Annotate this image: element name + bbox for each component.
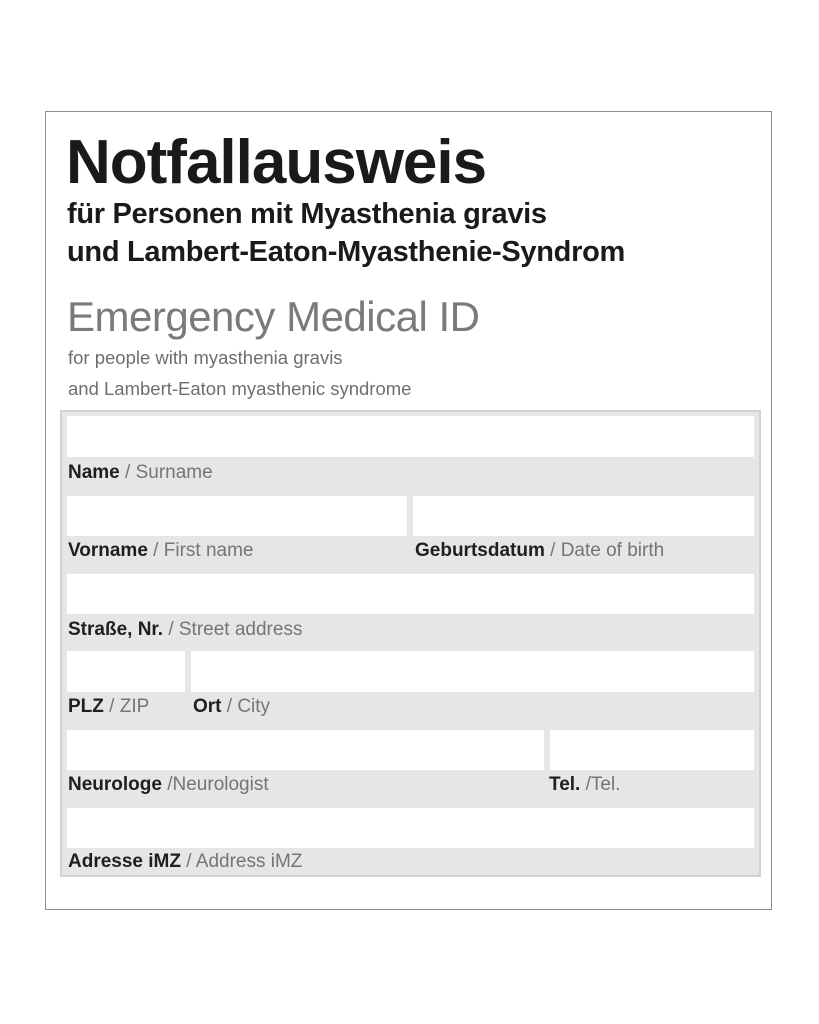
address-imz-label-en: / Address iMZ xyxy=(180,851,303,872)
date-of-birth-label xyxy=(415,540,664,562)
street-label-en: / Street address xyxy=(163,619,303,640)
subtitle-english-line1: for people with myasthenia gravis xyxy=(68,347,343,368)
phone-label-en: /Tel. xyxy=(580,774,621,795)
neurologist-field[interactable] xyxy=(67,730,544,770)
zip-field[interactable] xyxy=(67,651,185,692)
surname-label xyxy=(68,462,213,484)
first-name-field[interactable] xyxy=(67,496,407,536)
neurologist-label xyxy=(68,774,269,796)
surname-label-en: / Surname xyxy=(119,462,213,483)
title-english: Emergency Medical ID xyxy=(67,293,480,340)
personal-data-form xyxy=(60,410,761,877)
subtitle-german-line1: für Personen mit Myasthenia gravis xyxy=(67,198,547,230)
address-imz-label-de: Adresse iMZ xyxy=(68,851,181,872)
phone-label-de: Tel. xyxy=(549,774,581,795)
neurologist-label-en: /Neurologist xyxy=(161,774,269,795)
subtitle-english xyxy=(68,342,411,404)
surname-field[interactable] xyxy=(67,416,754,457)
street-label-de: Straße, Nr. xyxy=(68,619,164,640)
date-of-birth-label-de: Geburtsdatum xyxy=(415,540,545,561)
subtitle-english-line2: and Lambert-Eaton myasthenic syndrome xyxy=(68,378,412,399)
zip-label-en: / ZIP xyxy=(103,696,150,717)
title-german: Notfallausweis xyxy=(66,128,487,197)
date-of-birth-label-en: / Date of birth xyxy=(544,540,665,561)
zip-label xyxy=(68,696,149,718)
address-imz-label xyxy=(68,851,302,873)
city-label-en: / City xyxy=(221,696,271,717)
neurologist-label-de: Neurologe xyxy=(68,774,162,795)
city-label xyxy=(193,696,270,718)
first-name-label xyxy=(68,540,253,562)
street-field[interactable] xyxy=(67,574,754,614)
subtitle-german-line2: und Lambert-Eaton-Myasthenie-Syndrom xyxy=(67,236,625,268)
city-field[interactable] xyxy=(191,651,754,692)
street-label xyxy=(68,619,302,641)
phone-field[interactable] xyxy=(550,730,754,770)
emergency-id-card xyxy=(45,111,772,910)
surname-label-de: Name xyxy=(68,462,120,483)
city-label-de: Ort xyxy=(193,696,222,717)
date-of-birth-field[interactable] xyxy=(413,496,754,536)
phone-label xyxy=(549,774,620,796)
first-name-label-de: Vorname xyxy=(68,540,148,561)
address-imz-field[interactable] xyxy=(67,808,754,848)
zip-label-de: PLZ xyxy=(68,696,104,717)
subtitle-german xyxy=(67,195,625,271)
first-name-label-en: / First name xyxy=(147,540,254,561)
